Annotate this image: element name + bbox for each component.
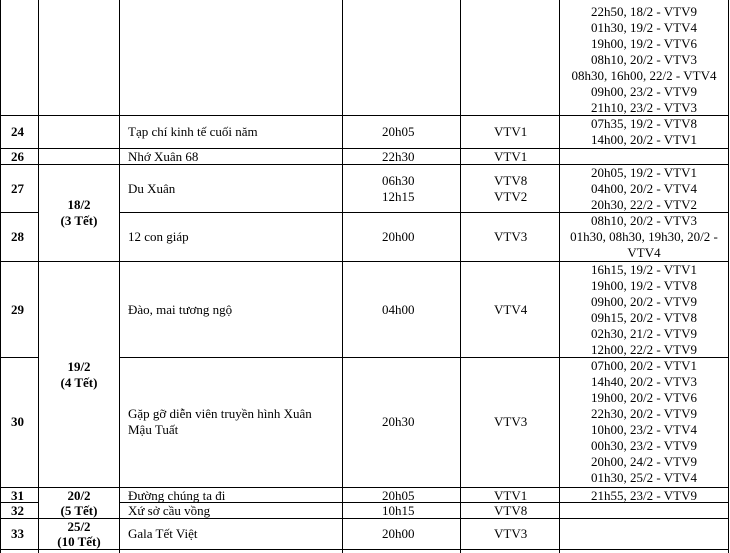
channel: VTV3 (494, 526, 528, 541)
rerun-time: VTV4 (627, 245, 661, 260)
row-number: 24 (11, 124, 24, 139)
channel: VTV3 (494, 414, 528, 429)
broadcast-date-tet: (10 Tết) (57, 534, 101, 549)
row-number: 27 (11, 181, 24, 196)
channel: VTV8 (494, 503, 528, 518)
rerun-time: 08h30, 16h00, 22/2 - VTV4 (571, 68, 717, 83)
broadcast-date: 18/2 (67, 197, 91, 212)
rerun-time: 09h15, 20/2 - VTV8 (591, 310, 697, 325)
broadcast-date: 20/2 (67, 488, 91, 503)
grid-line (0, 0, 1, 553)
row-number: 33 (11, 526, 24, 541)
broadcast-date-tet: (3 Tết) (60, 213, 98, 228)
program-name: Tạp chí kinh tế cuối năm (128, 124, 258, 139)
air-time: 20h00 (382, 526, 415, 541)
rerun-time: 09h00, 20/2 - VTV9 (591, 294, 697, 309)
air-time: 04h00 (382, 302, 415, 317)
rerun-time: 01h30, 19/2 - VTV4 (591, 20, 697, 35)
row-number: 31 (11, 488, 24, 503)
air-time: 22h30 (382, 149, 415, 164)
grid-line (342, 0, 343, 553)
rerun-time: 16h15, 19/2 - VTV1 (591, 262, 697, 277)
row-number: 28 (11, 229, 24, 244)
air-time: 20h00 (382, 229, 415, 244)
program-name: Xứ sở cầu vồng (128, 503, 211, 518)
air-time: 10h15 (382, 503, 415, 518)
grid-line (0, 212, 38, 213)
rerun-time: 20h30, 22/2 - VTV2 (591, 197, 697, 212)
rerun-time: 02h30, 21/2 - VTV9 (591, 326, 697, 341)
broadcast-date: 19/2 (67, 359, 91, 374)
program-name: Đường chúng ta đi (128, 488, 226, 503)
air-time: 06h30 (382, 173, 415, 188)
channel: VTV3 (494, 229, 528, 244)
grid-line (119, 0, 120, 553)
rerun-time: 14h40, 20/2 - VTV3 (591, 374, 697, 389)
rerun-time: 14h00, 20/2 - VTV1 (591, 132, 697, 147)
rerun-time: 01h30, 08h30, 19h30, 20/2 - (570, 229, 718, 244)
rerun-time: 22h50, 18/2 - VTV9 (591, 4, 697, 19)
rerun-time: 20h00, 24/2 - VTV9 (591, 454, 697, 469)
rerun-time: 19h00, 19/2 - VTV8 (591, 278, 697, 293)
air-time: 20h30 (382, 414, 415, 429)
program-name: Đào, mai tương ngộ (128, 302, 233, 317)
rerun-time: 07h35, 19/2 - VTV8 (591, 116, 697, 131)
program-name: 12 con giáp (128, 229, 189, 244)
rerun-time: 20h05, 19/2 - VTV1 (591, 165, 697, 180)
channel: VTV8 (494, 173, 528, 188)
rerun-time: 19h00, 19/2 - VTV6 (591, 36, 697, 51)
rerun-time: 21h55, 23/2 - VTV9 (591, 488, 697, 503)
rerun-time: 22h30, 20/2 - VTV9 (591, 406, 697, 421)
channel: VTV4 (494, 302, 528, 317)
grid-line (38, 0, 39, 553)
broadcast-date: 25/2 (67, 519, 91, 534)
rerun-time: 04h00, 20/2 - VTV4 (591, 181, 697, 196)
air-time: 12h15 (382, 189, 415, 204)
grid-line (728, 0, 729, 553)
grid-line (460, 0, 461, 553)
rerun-time: 07h00, 20/2 - VTV1 (591, 358, 697, 373)
channel: VTV2 (494, 189, 528, 204)
rerun-time: 00h30, 23/2 - VTV9 (591, 438, 697, 453)
program-name: Mậu Tuất (128, 422, 179, 437)
broadcast-date-tet: (5 Tết) (60, 503, 98, 518)
program-name: Du Xuân (128, 181, 176, 196)
rerun-time: 10h00, 23/2 - VTV4 (591, 422, 697, 437)
rerun-time: 08h10, 20/2 - VTV3 (591, 213, 697, 228)
rerun-time: 09h00, 23/2 - VTV9 (591, 84, 697, 99)
rerun-time: 12h00, 22/2 - VTV9 (591, 342, 697, 357)
row-number: 26 (11, 149, 24, 164)
row-number: 29 (11, 302, 24, 317)
program-name: Gặp gỡ diễn viên truyền hình Xuân (128, 406, 312, 421)
program-name: Gala Tết Việt (128, 526, 198, 541)
grid-line (0, 148, 729, 149)
row-number: 30 (11, 414, 24, 429)
grid-line (0, 357, 38, 358)
program-name: Nhớ Xuân 68 (128, 149, 199, 164)
rerun-time: 21h10, 23/2 - VTV3 (591, 100, 697, 115)
rerun-time: 19h00, 20/2 - VTV6 (591, 390, 697, 405)
channel: VTV1 (494, 488, 528, 503)
rerun-time: 08h10, 20/2 - VTV3 (591, 52, 697, 67)
row-number: 32 (11, 503, 24, 518)
channel: VTV1 (494, 124, 528, 139)
channel: VTV1 (494, 149, 528, 164)
air-time: 20h05 (382, 488, 415, 503)
rerun-time: 01h30, 25/2 - VTV4 (591, 470, 697, 485)
air-time: 20h05 (382, 124, 415, 139)
broadcast-date-tet: (4 Tết) (60, 375, 98, 390)
